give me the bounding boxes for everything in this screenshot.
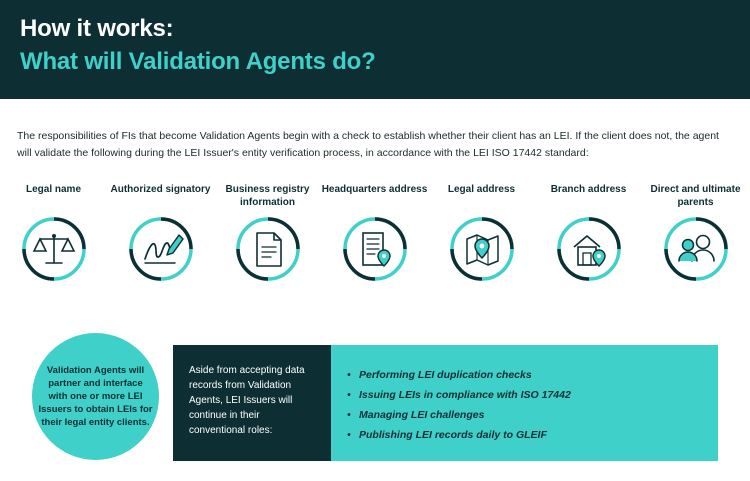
scales-icon <box>22 217 86 281</box>
house-pin-icon <box>557 217 621 281</box>
icon-label: Authorized signatory <box>110 184 211 195</box>
document-icon <box>236 217 300 281</box>
icon-label: Branch address <box>550 184 627 195</box>
header-banner <box>0 0 750 99</box>
building-pin-icon <box>343 217 407 281</box>
signature-icon <box>129 217 193 281</box>
icon-label: Legal name <box>25 184 82 195</box>
icon-label: Direct and ultimate parents <box>650 184 741 208</box>
icon-item-business-registry <box>214 183 321 308</box>
validation-agents-bubble <box>32 333 159 460</box>
list-item: • Managing LEI challenges <box>347 405 702 425</box>
list-item: • Publishing LEI records daily to GLEIF <box>347 425 702 445</box>
bubble-text: Validation Agents will partner and interface with one or more LEI Issuers to obtain LEIs for their legal entity clients. <box>38 365 153 428</box>
lei-issuer-roles-list <box>347 365 702 445</box>
header-title-line1: How it works: <box>20 15 174 42</box>
icon-item-direct-ultimate-parents <box>642 183 749 308</box>
list-item: • Performing LEI duplication checks <box>347 365 702 385</box>
icon-row <box>0 183 750 308</box>
icon-item-authorized-signatory <box>107 183 214 308</box>
map-pin-icon <box>450 217 514 281</box>
list-item: • Issuing LEIs in compliance with ISO 17442 <box>347 385 702 405</box>
intro-paragraph: The responsibilities of FIs that become Validation Agents begin with a check to establish whether their client has an LEI. If the client does not, the agent will validate the following during the LEI Issuer's entity verification process, in accordance with the LEI ISO 17442 standard: <box>17 130 719 159</box>
icon-item-legal-address <box>428 183 535 308</box>
dark-box-text: Aside from accepting data records from Validation Agents, LEI Issuers will continue in their conventional roles: <box>189 365 305 436</box>
people-icon <box>664 217 728 281</box>
lei-issuer-roles-box <box>331 345 718 461</box>
icon-label: Headquarters address <box>321 184 428 195</box>
icon-label: Legal address <box>447 184 516 195</box>
lei-issuers-note-box <box>173 345 331 461</box>
header-title-line2: What will Validation Agents do? <box>20 48 376 75</box>
icon-item-headquarters-address <box>321 183 428 308</box>
icon-label: Business registry information <box>225 184 310 208</box>
icon-item-legal-name <box>0 183 107 308</box>
icon-item-branch-address <box>535 183 642 308</box>
